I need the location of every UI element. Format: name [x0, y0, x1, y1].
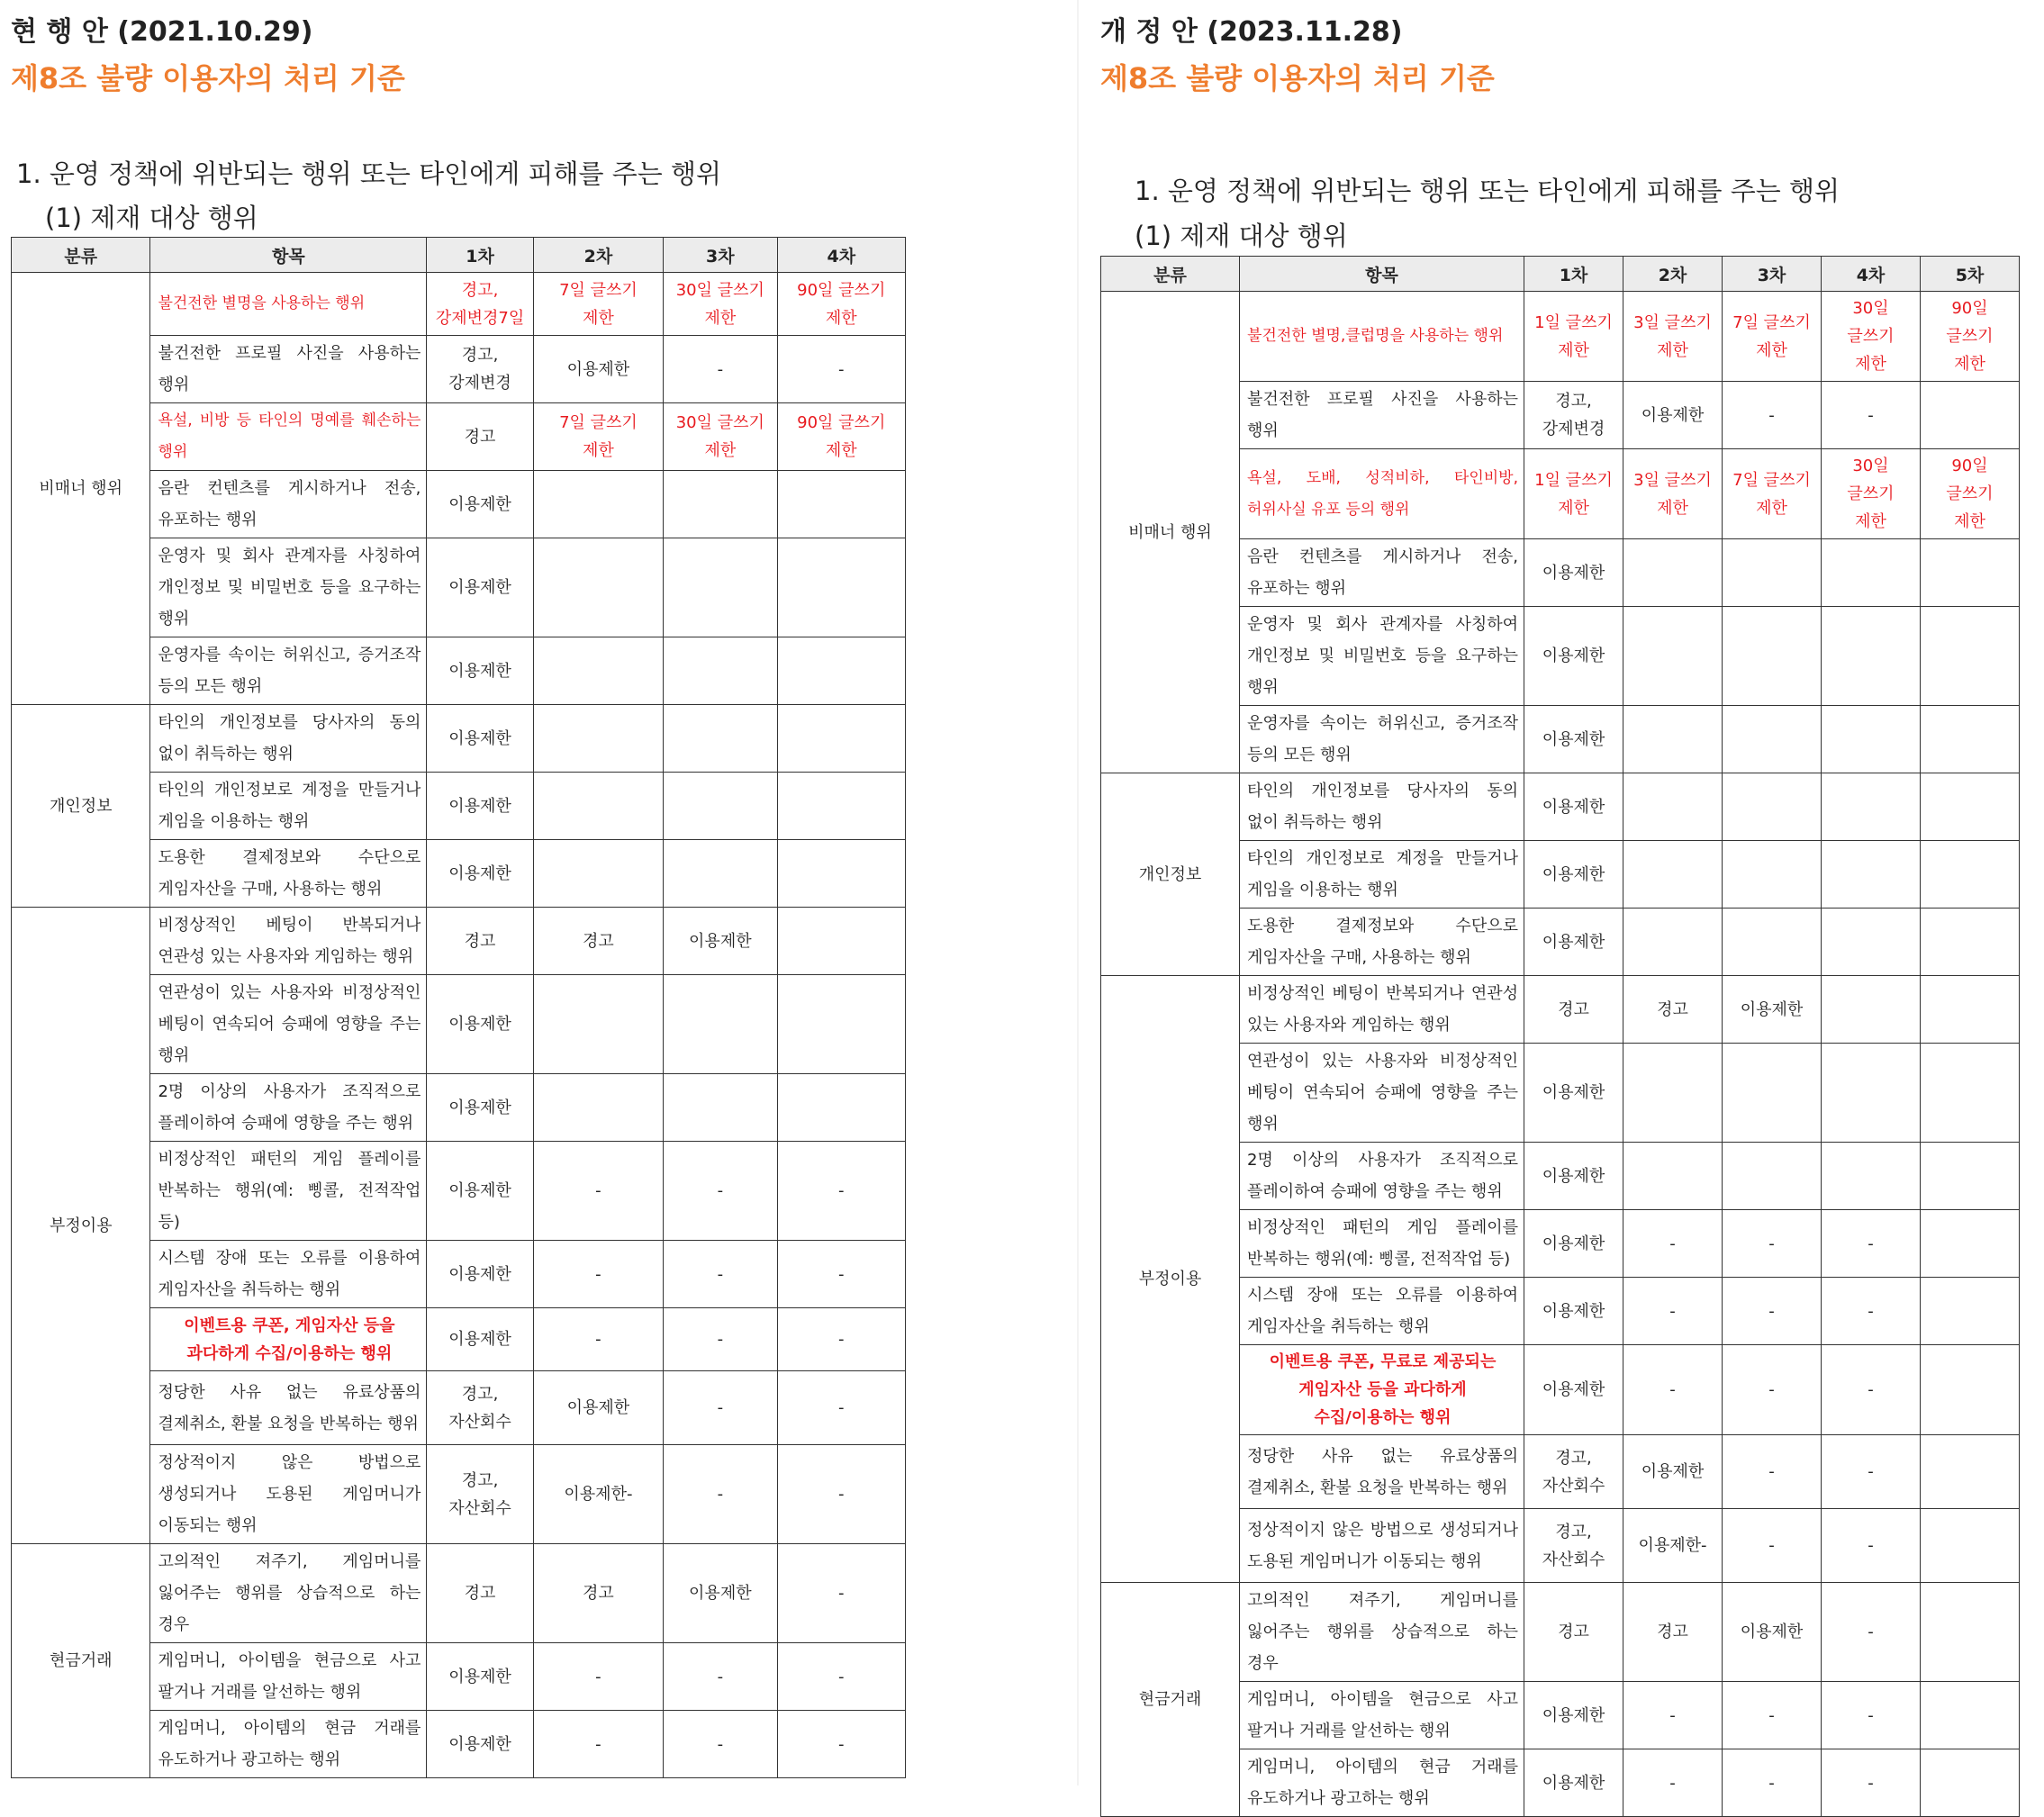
sanction-cell: - [777, 1445, 905, 1544]
sanction-cell: - [664, 1643, 777, 1711]
column-header: 항목 [1240, 257, 1524, 292]
sanction-cell: - [1623, 1210, 1723, 1278]
item-cell: 연관성이 있는 사용자와 비정상적인 베팅이 연속되어 승패에 영향을 주는 행위 [1240, 1044, 1524, 1143]
item-cell: 운영자를 속이는 허위신고, 증거조작 등의 모든 행위 [1240, 706, 1524, 773]
sanction-cell: 30일 글쓰기 제한 [664, 273, 777, 336]
sanction-cell: 이용제한 [1524, 908, 1623, 976]
sanction-cell: - [777, 1643, 905, 1711]
sanction-cell: 이용제한 [1524, 1278, 1623, 1345]
sanction-cell: 이용제한 [1524, 1682, 1623, 1749]
sanction-cell: 30일 글쓰기 제한 [1822, 292, 1921, 382]
item-cell: 비정상적인 베팅이 반복되거나 연관성 있는 사용자와 게임하는 행위 [1240, 976, 1524, 1044]
sanction-cell: 경고, 자산회수 [1524, 1435, 1623, 1509]
sanction-cell [1921, 1749, 2020, 1817]
sanction-cell: - [1623, 1682, 1723, 1749]
column-header: 4차 [777, 238, 905, 273]
sanction-cell: 이용제한 [1623, 382, 1723, 449]
item-cell: 게임머니, 아이템의 현금 거래를 유도하거나 광고하는 행위 [1240, 1749, 1524, 1817]
item-cell: 게임머니, 아이템을 현금으로 사고 팔거나 거래를 알선하는 행위 [150, 1643, 427, 1711]
category-cell: 현금거래 [12, 1544, 150, 1778]
subsection-heading: (1) 제재 대상 행위 [1135, 221, 1348, 251]
column-header: 2차 [1623, 257, 1723, 292]
sanction-cell [1822, 539, 1921, 607]
sanction-cell [777, 1074, 905, 1142]
item-cell: 타인의 개인정보로 계정을 만들거나 게임을 이용하는 행위 [150, 773, 427, 840]
item-cell: 음란 컨텐츠를 게시하거나 전송, 유포하는 행위 [150, 471, 427, 538]
sanction-cell [1723, 908, 1822, 976]
sanction-cell: 경고 [1623, 976, 1723, 1044]
sanction-cell: 이용제한 [1524, 706, 1623, 773]
sanction-cell: 이용제한 [1524, 841, 1623, 908]
sanction-cell: 이용제한 [533, 336, 663, 403]
sanction-cell: - [1822, 382, 1921, 449]
sanction-cell: - [533, 1241, 663, 1308]
sanction-cell: - [777, 1711, 905, 1778]
sanction-cell [664, 1074, 777, 1142]
sanction-cell: 7일 글쓰기 제한 [533, 403, 663, 471]
sanction-cell: 이용제한 [1723, 1583, 1822, 1682]
sanction-cell [1723, 1044, 1822, 1143]
table-row [1101, 1583, 2020, 1682]
item-cell: 운영자 및 회사 관계자를 사칭하여 개인정보 및 비밀번호 등을 요구하는 행위 [150, 538, 427, 637]
sanction-cell [533, 705, 663, 773]
column-header: 3차 [1723, 257, 1822, 292]
item-cell: 불건전한 프로필 사진을 사용하는 행위 [150, 336, 427, 403]
sanction-cell [1822, 607, 1921, 706]
sanction-cell: 1일 글쓰기 제한 [1524, 449, 1623, 539]
sanction-cell: - [1723, 382, 1822, 449]
sanction-cell: 이용제한 [427, 840, 533, 908]
sanction-cell: 이용제한 [1524, 1210, 1623, 1278]
sanction-cell: 경고 [427, 1544, 533, 1643]
sanction-cell: - [1822, 1583, 1921, 1682]
sanction-cell: - [777, 1371, 905, 1445]
sanction-cell: - [1723, 1210, 1822, 1278]
sanction-cell: - [1723, 1682, 1822, 1749]
item-cell: 운영자를 속이는 허위신고, 증거조작 등의 모든 행위 [150, 637, 427, 705]
sanction-cell [1921, 841, 2020, 908]
column-header: 분류 [1101, 257, 1240, 292]
sanction-cell [777, 538, 905, 637]
sanction-cell [1723, 539, 1822, 607]
sanction-cell: - [777, 336, 905, 403]
sanction-cell: 이용제한 [427, 975, 533, 1074]
table-row [12, 705, 906, 773]
sanction-cell [777, 840, 905, 908]
item-cell: 음란 컨텐츠를 게시하거나 전송, 유포하는 행위 [1240, 539, 1524, 607]
sanction-cell: 이용제한 [427, 1074, 533, 1142]
sanction-cell [1822, 1044, 1921, 1143]
sanction-cell [664, 840, 777, 908]
sanction-cell: - [1623, 1749, 1723, 1817]
category-cell: 현금거래 [1101, 1583, 1240, 1817]
sanction-cell: 이용제한 [427, 637, 533, 705]
sanction-cell [777, 975, 905, 1074]
sanction-cell [777, 705, 905, 773]
sanction-cell: 이용제한 [427, 1241, 533, 1308]
page-divider [1077, 0, 1079, 1785]
section-heading: 1. 운영 정책에 위반되는 행위 또는 타인에게 피해를 주는 행위 [1135, 176, 1840, 206]
sanction-cell [533, 637, 663, 705]
sanction-cell [533, 975, 663, 1074]
sanction-cell [1921, 1345, 2020, 1435]
sanction-cell: 경고, 자산회수 [1524, 1509, 1623, 1583]
sanction-cell: - [1822, 1278, 1921, 1345]
table-header-row [12, 238, 906, 273]
sanction-cell: - [777, 1142, 905, 1241]
item-cell: 타인의 개인정보로 계정을 만들거나 게임을 이용하는 행위 [1240, 841, 1524, 908]
sanction-cell: 경고 [1524, 976, 1623, 1044]
sanction-cell [777, 773, 905, 840]
sanction-cell [1921, 1143, 2020, 1210]
sanction-cell: 이용제한 [1723, 976, 1822, 1044]
sanction-cell [1623, 773, 1723, 841]
sanction-cell [1723, 706, 1822, 773]
sanction-cell [1822, 773, 1921, 841]
sanction-cell: 경고 [1524, 1583, 1623, 1682]
sanction-cell [1921, 1583, 2020, 1682]
item-cell: 욕설, 도배, 성적비하, 타인비방, 허위사실 유포 등의 행위 [1240, 449, 1524, 539]
item-cell: 게임머니, 아이템의 현금 거래를 유도하거나 광고하는 행위 [150, 1711, 427, 1778]
article-title: 제8조 불량 이용자의 처리 기준 [1100, 61, 1495, 95]
sanction-cell: - [664, 1711, 777, 1778]
panel-header: 현 행 안 (2021.10.29) [11, 16, 313, 48]
sanction-cell [533, 538, 663, 637]
column-header: 1차 [427, 238, 533, 273]
sanction-cell: - [777, 1241, 905, 1308]
subsection-heading: (1) 제재 대상 행위 [45, 203, 258, 233]
sanction-cell [1723, 773, 1822, 841]
sanction-cell [1921, 908, 2020, 976]
item-cell: 도용한 결제정보와 수단으로 게임자산을 구매, 사용하는 행위 [1240, 908, 1524, 976]
category-cell: 부정이용 [1101, 976, 1240, 1583]
article-title: 제8조 불량 이용자의 처리 기준 [11, 61, 405, 95]
sanction-cell: - [1822, 1435, 1921, 1509]
sanction-table [1100, 256, 2020, 1817]
table-row [12, 908, 906, 975]
sanction-cell [1921, 539, 2020, 607]
item-cell: 이벤트용 쿠폰, 무료로 제공되는 게임자산 등을 과다하게 수집/이용하는 행위 [1240, 1345, 1524, 1435]
item-cell: 정상적이지 않은 방법으로 생성되거나 도용된 게임머니가 이동되는 행위 [1240, 1509, 1524, 1583]
sanction-cell: - [1822, 1749, 1921, 1817]
category-cell: 비매너 행위 [12, 273, 150, 705]
sanction-cell: - [1723, 1749, 1822, 1817]
sanction-cell: 이용제한 [1524, 1143, 1623, 1210]
item-cell: 비정상적인 패턴의 게임 플레이를 반복하는 행위(예: 삥콜, 전적작업 등) [150, 1142, 427, 1241]
sanction-cell [1723, 607, 1822, 706]
sanction-cell [664, 975, 777, 1074]
sanction-cell: 이용제한 [427, 471, 533, 538]
sanction-cell: 경고, 강제변경 [427, 336, 533, 403]
sanction-cell: - [1623, 1278, 1723, 1345]
sanction-cell [1623, 706, 1723, 773]
item-cell: 타인의 개인정보를 당사자의 동의 없이 취득하는 행위 [1240, 773, 1524, 841]
sanction-cell: 이용제한 [1524, 1345, 1623, 1435]
panel-header: 개 정 안 (2023.11.28) [1100, 16, 1403, 48]
sanction-cell [1921, 1682, 2020, 1749]
sanction-cell: 90일 글쓰기 제한 [1921, 292, 2020, 382]
sanction-cell [533, 773, 663, 840]
item-cell: 고의적인 져주기, 게임머니를 잃어주는 행위를 상습적으로 하는 경우 [1240, 1583, 1524, 1682]
sanction-cell [1623, 1044, 1723, 1143]
item-cell: 게임머니, 아이템을 현금으로 사고 팔거나 거래를 알선하는 행위 [1240, 1682, 1524, 1749]
sanction-cell: 이용제한- [533, 1445, 663, 1544]
sanction-cell [1921, 1210, 2020, 1278]
sanction-cell [664, 538, 777, 637]
sanction-cell: 이용제한 [427, 1308, 533, 1371]
sanction-table [11, 237, 906, 1778]
item-cell: 타인의 개인정보를 당사자의 동의 없이 취득하는 행위 [150, 705, 427, 773]
sanction-cell [777, 908, 905, 975]
sanction-cell [1921, 773, 2020, 841]
sanction-cell: - [1822, 1345, 1921, 1435]
sanction-cell: 경고 [533, 908, 663, 975]
item-cell: 비정상적인 패턴의 게임 플레이를 반복하는 행위(예: 삥콜, 전적작업 등) [1240, 1210, 1524, 1278]
sanction-cell: 90일 글쓰기 제한 [777, 403, 905, 471]
sanction-cell: 경고 [533, 1544, 663, 1643]
sanction-cell: - [1723, 1345, 1822, 1435]
sanction-cell [533, 840, 663, 908]
sanction-cell [664, 471, 777, 538]
table-row [12, 1544, 906, 1643]
sanction-cell: 이용제한 [1524, 607, 1623, 706]
item-cell: 불건전한 별명,클럽명을 사용하는 행위 [1240, 292, 1524, 382]
sanction-cell: - [1822, 1682, 1921, 1749]
sanction-cell: 경고, 자산회수 [427, 1445, 533, 1544]
sanction-cell: 이용제한 [1524, 1044, 1623, 1143]
sanction-cell [777, 637, 905, 705]
sanction-cell: 이용제한 [533, 1371, 663, 1445]
sanction-cell: 이용제한 [427, 1643, 533, 1711]
sanction-cell: - [533, 1308, 663, 1371]
sanction-cell: 이용제한 [427, 1711, 533, 1778]
sanction-cell [1723, 1143, 1822, 1210]
sanction-cell [664, 637, 777, 705]
sanction-cell: - [1723, 1509, 1822, 1583]
sanction-cell [1921, 1509, 2020, 1583]
item-cell: 도용한 결제정보와 수단으로 게임자산을 구매, 사용하는 행위 [150, 840, 427, 908]
column-header: 3차 [664, 238, 777, 273]
item-cell: 비정상적인 베팅이 반복되거나 연관성 있는 사용자와 게임하는 행위 [150, 908, 427, 975]
sanction-cell: 이용제한 [1524, 539, 1623, 607]
item-cell: 불건전한 프로필 사진을 사용하는 행위 [1240, 382, 1524, 449]
sanction-cell [1822, 908, 1921, 976]
sanction-cell: 7일 글쓰기 제한 [533, 273, 663, 336]
sanction-cell: - [1822, 1509, 1921, 1583]
sanction-cell: 이용제한 [427, 773, 533, 840]
item-cell: 2명 이상의 사용자가 조직적으로 플레이하여 승패에 영향을 주는 행위 [150, 1074, 427, 1142]
sanction-cell: 경고, 자산회수 [427, 1371, 533, 1445]
sanction-cell: 이용제한 [1524, 1749, 1623, 1817]
sanction-cell: - [664, 1241, 777, 1308]
sanction-cell: 이용제한 [427, 1142, 533, 1241]
item-cell: 정당한 사유 없는 유료상품의 결제취소, 환불 요청을 반복하는 행위 [1240, 1435, 1524, 1509]
sanction-cell [1822, 841, 1921, 908]
item-cell: 욕설, 비방 등 타인의 명예를 훼손하는 행위 [150, 403, 427, 471]
column-header: 4차 [1822, 257, 1921, 292]
sanction-cell: 30일 글쓰기 제한 [1822, 449, 1921, 539]
item-cell: 시스템 장애 또는 오류를 이용하여 게임자산을 취득하는 행위 [150, 1241, 427, 1308]
sanction-cell: - [1822, 1210, 1921, 1278]
category-cell: 개인정보 [1101, 773, 1240, 976]
sanction-cell [1623, 841, 1723, 908]
sanction-cell [1921, 1278, 2020, 1345]
sanction-cell: 이용제한 [664, 1544, 777, 1643]
sanction-cell: - [533, 1643, 663, 1711]
sanction-cell: 이용제한 [427, 705, 533, 773]
sanction-cell: 이용제한 [1623, 1435, 1723, 1509]
table-row [12, 273, 906, 336]
sanction-cell [1921, 607, 2020, 706]
sanction-cell: 경고 [427, 403, 533, 471]
sanction-cell: 이용제한 [427, 538, 533, 637]
sanction-cell: 7일 글쓰기 제한 [1723, 292, 1822, 382]
item-cell: 정상적이지 않은 방법으로 생성되거나 도용된 게임머니가 이동되는 행위 [150, 1445, 427, 1544]
section-heading: 1. 운영 정책에 위반되는 행위 또는 타인에게 피해를 주는 행위 [16, 158, 721, 189]
sanction-cell [1822, 1143, 1921, 1210]
sanction-cell [533, 471, 663, 538]
sanction-cell: - [1623, 1345, 1723, 1435]
sanction-cell [1623, 607, 1723, 706]
sanction-cell [1822, 706, 1921, 773]
sanction-cell: 90일 글쓰기 제한 [1921, 449, 2020, 539]
table-row [1101, 976, 2020, 1044]
sanction-cell: - [664, 1308, 777, 1371]
column-header: 분류 [12, 238, 150, 273]
sanction-cell: 1일 글쓰기 제한 [1524, 292, 1623, 382]
item-cell: 운영자 및 회사 관계자를 사칭하여 개인정보 및 비밀번호 등을 요구하는 행위 [1240, 607, 1524, 706]
sanction-cell [1623, 539, 1723, 607]
column-header: 1차 [1524, 257, 1623, 292]
category-cell: 비매너 행위 [1101, 292, 1240, 773]
sanction-cell [1921, 1435, 2020, 1509]
sanction-cell: - [1723, 1278, 1822, 1345]
sanction-cell: - [664, 1445, 777, 1544]
sanction-cell: - [664, 1371, 777, 1445]
item-cell: 불건전한 별명을 사용하는 행위 [150, 273, 427, 336]
sanction-cell: - [1723, 1435, 1822, 1509]
item-cell: 연관성이 있는 사용자와 비정상적인 베팅이 연속되어 승패에 영향을 주는 행위 [150, 975, 427, 1074]
sanction-cell: - [777, 1544, 905, 1643]
sanction-cell: 90일 글쓰기 제한 [777, 273, 905, 336]
table-header-row [1101, 257, 2020, 292]
column-header: 항목 [150, 238, 427, 273]
sanction-cell: 경고 [427, 908, 533, 975]
sanction-cell [777, 471, 905, 538]
table-row [1101, 773, 2020, 841]
item-cell: 정당한 사유 없는 유료상품의 결제취소, 환불 요청을 반복하는 행위 [150, 1371, 427, 1445]
sanction-cell: 3일 글쓰기 제한 [1623, 292, 1723, 382]
sanction-cell [1921, 382, 2020, 449]
item-cell: 고의적인 져주기, 게임머니를 잃어주는 행위를 상습적으로 하는 경우 [150, 1544, 427, 1643]
category-cell: 개인정보 [12, 705, 150, 908]
sanction-cell: - [777, 1308, 905, 1371]
sanction-cell [533, 1074, 663, 1142]
sanction-cell: 7일 글쓰기 제한 [1723, 449, 1822, 539]
sanction-cell [1723, 841, 1822, 908]
item-cell: 2명 이상의 사용자가 조직적으로 플레이하여 승패에 영향을 주는 행위 [1240, 1143, 1524, 1210]
sanction-cell: 경고, 강제변경7일 [427, 273, 533, 336]
sanction-cell: 이용제한 [1524, 773, 1623, 841]
sanction-cell: 이용제한 [664, 908, 777, 975]
column-header: 5차 [1921, 257, 2020, 292]
sanction-cell [664, 773, 777, 840]
sanction-cell: - [533, 1142, 663, 1241]
sanction-cell: 3일 글쓰기 제한 [1623, 449, 1723, 539]
category-cell: 부정이용 [12, 908, 150, 1544]
sanction-cell [1822, 976, 1921, 1044]
sanction-cell [1921, 706, 2020, 773]
item-cell: 이벤트용 쿠폰, 게임자산 등을 과다하게 수집/이용하는 행위 [150, 1308, 427, 1371]
sanction-cell [1921, 976, 2020, 1044]
sanction-cell: - [664, 336, 777, 403]
table-row [1101, 292, 2020, 382]
column-header: 2차 [533, 238, 663, 273]
sanction-cell [1623, 1143, 1723, 1210]
sanction-cell: 경고, 강제변경 [1524, 382, 1623, 449]
sanction-cell [1921, 1044, 2020, 1143]
sanction-cell: 경고 [1623, 1583, 1723, 1682]
sanction-cell: 이용제한- [1623, 1509, 1723, 1583]
sanction-cell [664, 705, 777, 773]
sanction-cell: 30일 글쓰기 제한 [664, 403, 777, 471]
sanction-cell: - [664, 1142, 777, 1241]
item-cell: 시스템 장애 또는 오류를 이용하여 게임자산을 취득하는 행위 [1240, 1278, 1524, 1345]
sanction-cell [1623, 908, 1723, 976]
sanction-cell: - [533, 1711, 663, 1778]
